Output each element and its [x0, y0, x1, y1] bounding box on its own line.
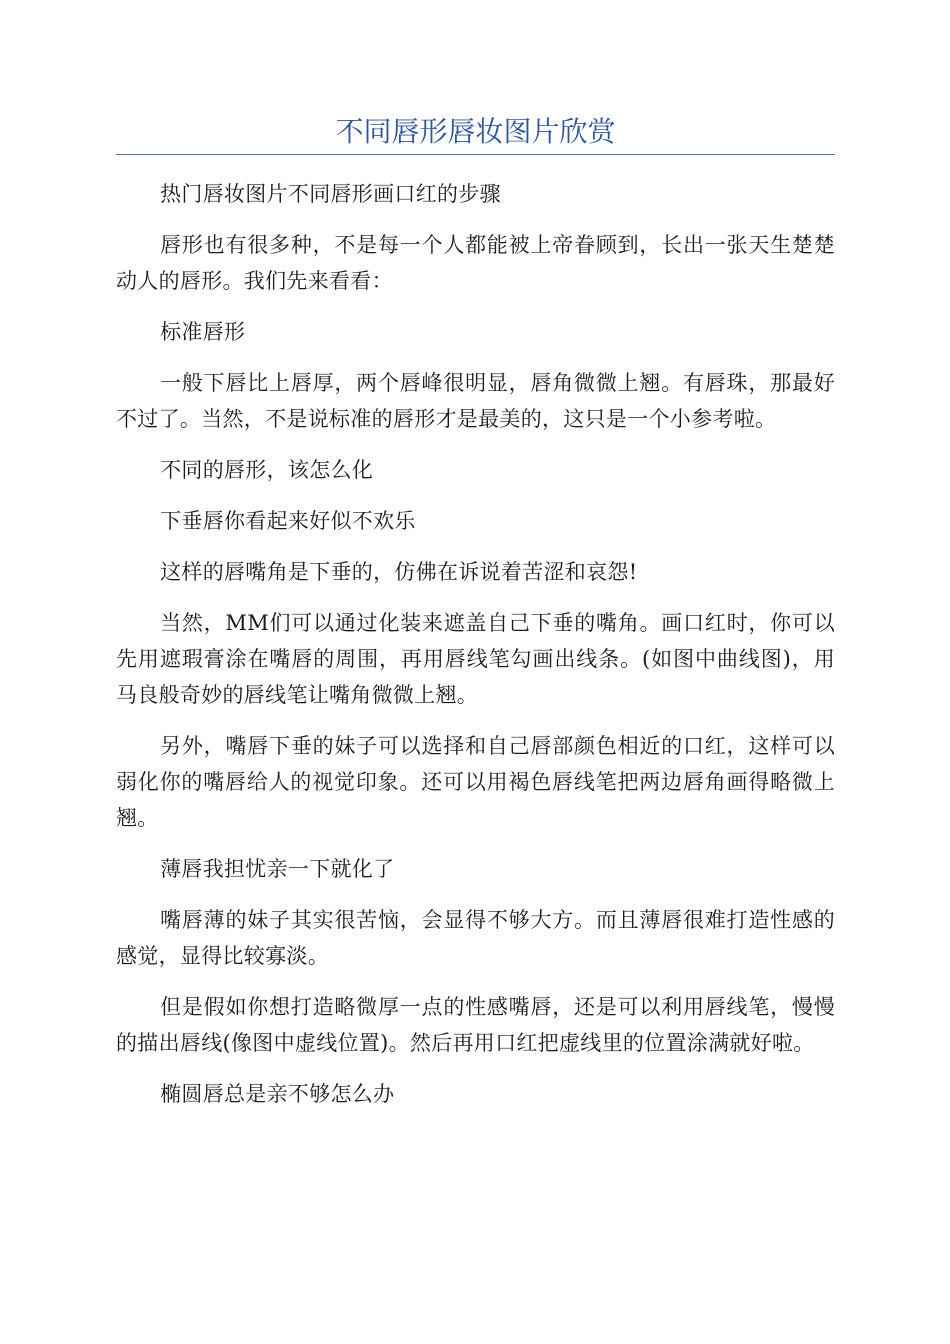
- paragraph-lip-types: 唇形也有很多种，不是每一个人都能被上帝眷顾到，长出一张天生楚楚动人的唇形。我们先来看看：: [116, 233, 835, 293]
- paragraph-drooping-makeup: 当然，MM们可以通过化装来遮盖自己下垂的嘴角。画口红时，你可以先用遮瑕膏涂在嘴唇的周围，再用唇线笔勾画出线条。(如图中曲线图)，用马良般奇妙的唇线笔让嘴角微微上翘。: [116, 611, 835, 707]
- paragraph-standard-desc: 一般下唇比上唇厚，两个唇峰很明显，唇角微微上翘。有唇珠，那最好不过了。当然，不是说标准的唇形才是最美的，这只是一个小参考啦。: [116, 371, 835, 431]
- paragraph-drooping-heading: 下垂唇你看起来好似不欢乐: [160, 509, 416, 533]
- paragraph-drooping-color: 另外，嘴唇下垂的妹子可以选择和自己唇部颜色相近的口红，这样可以弱化你的嘴唇给人的视觉印象。还可以用褐色唇线笔把两边唇角画得略微上翘。: [116, 734, 835, 830]
- title-underline: [116, 154, 835, 155]
- page-title: 不同唇形唇妆图片欣赏: [335, 115, 616, 148]
- document-body: [116, 176, 835, 1127]
- paragraph-drooping-desc: 这样的唇嘴角是下垂的，仿佛在诉说着苦涩和哀怨!: [160, 560, 638, 584]
- paragraph-thin-desc: 嘴唇薄的妹子其实很苦恼，会显得不够大方。而且薄唇很难打造性感的感觉，显得比较寡淡。: [116, 908, 835, 968]
- paragraph-how-to-heading: 不同的唇形，该怎么化: [160, 458, 374, 482]
- paragraph-intro-heading: 热门唇妆图片不同唇形画口红的步骤: [160, 182, 501, 206]
- paragraph-oval-heading: 椭圆唇总是亲不够怎么办: [160, 1082, 395, 1106]
- paragraph-standard-heading: 标准唇形: [160, 320, 246, 344]
- paragraph-thin-makeup: 但是假如你想打造略微厚一点的性感嘴唇，还是可以利用唇线笔，慢慢的描出唇线(像图中虚线位置)。然后再用口红把虚线里的位置涂满就好啦。: [116, 995, 835, 1055]
- paragraph-thin-heading: 薄唇我担忧亲一下就化了: [160, 857, 395, 881]
